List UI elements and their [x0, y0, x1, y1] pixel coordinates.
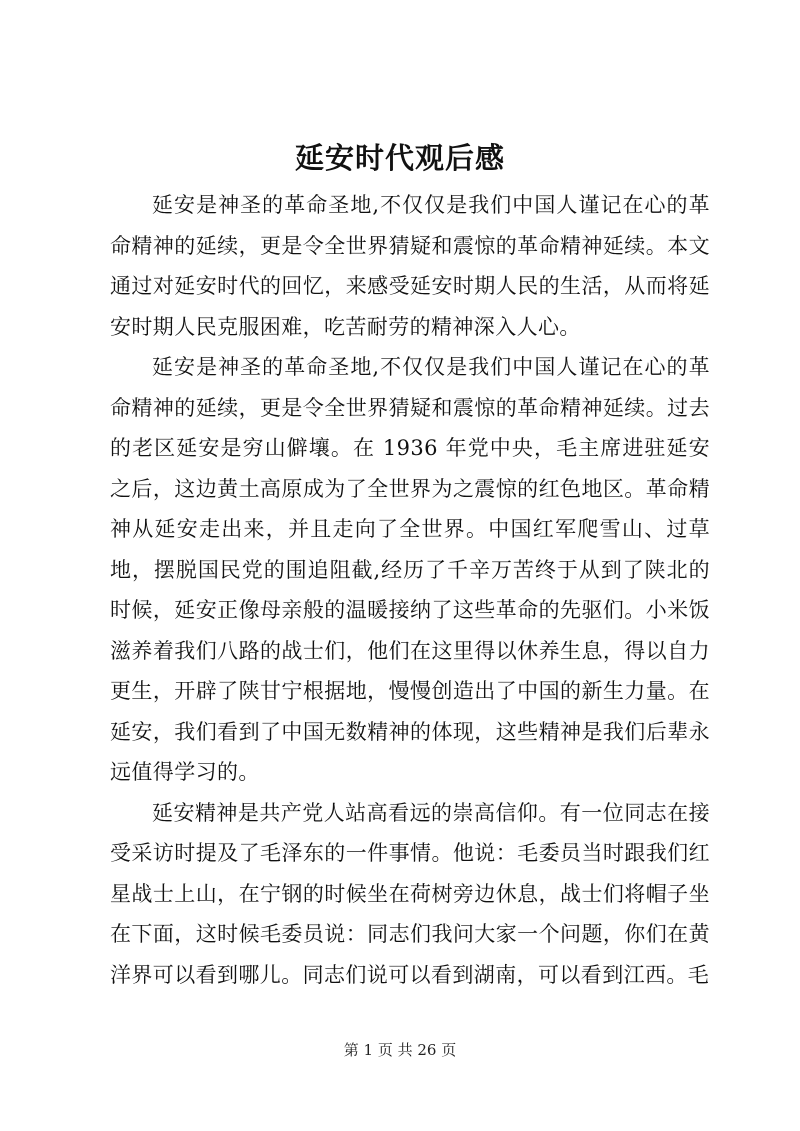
document-title: 延安时代观后感	[294, 141, 505, 175]
page-number-footer: 第 1 页 共 26 页	[343, 1041, 457, 1059]
paragraph-2: 延安是神圣的革命圣地,不仅仅是我们中国人谨记在心的革命精神的延续，更是令全世界猜疑和震惊的革命精神延续。过去的老区延安是穷山僻壤。在 1936 年党中央，毛主席进驻延安之后，这边黄土高原成为了全世界为之震惊的红色地区。革命精神从延安走出来，并且走向了全世界。中国红军爬雪山、过草地，摆脱国民党的围追阻截,经历了千辛万苦终于从到了陕北的时候，延安正像母亲般的温暖接纳了这些革命的先驱们。小米饭滋养着我们八路的战士们，他们在这里得以休养生息，得以自力更生，开辟了陕甘宁根据地，慢慢创造出了中国的新生力量。在延安，我们看到了中国无数精神的体现，这些精神是我们后辈永远值得学习的。	[110, 355, 710, 784]
document-body	[110, 185, 710, 995]
paragraph-1: 延安是神圣的革命圣地,不仅仅是我们中国人谨记在心的革命精神的延续，更是令全世界猜疑和震惊的革命精神延续。本文通过对延安时代的回忆，来感受延安时期人民的生活，从而将延安时期人民克服困难，吃苦耐劳的精神深入人心。	[110, 193, 710, 339]
paragraph-3: 延安精神是共产党人站高看远的崇高信仰。有一位同志在接受采访时提及了毛泽东的一件事情。他说：毛委员当时跟我们红星战士上山，在宁钢的时候坐在荷树旁边休息，战士们将帽子坐在下面，这时候毛委员说：同志们我问大家一个问题，你们在黄洋界可以看到哪儿。同志们说可以看到湖南，可以看到江西。毛	[110, 800, 710, 987]
